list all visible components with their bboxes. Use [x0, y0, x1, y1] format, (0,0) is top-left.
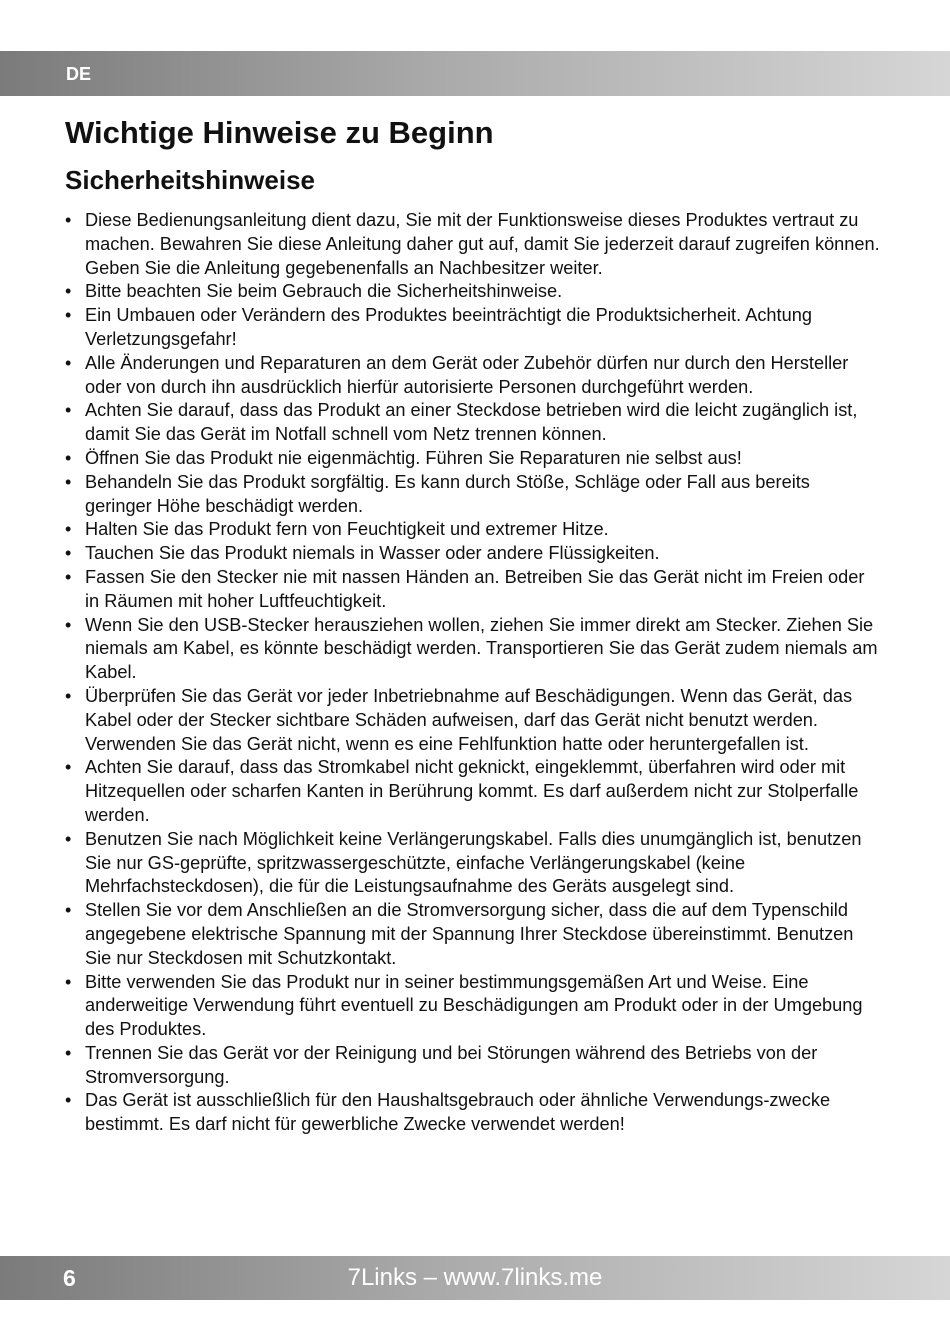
list-item-text: Öffnen Sie das Produkt nie eigenmächtig. Führen Sie Reparaturen nie selbst aus! — [85, 447, 742, 468]
list-item — [65, 209, 880, 280]
footer-website: 7Links – www.7links.me — [347, 1264, 603, 1291]
list-item — [65, 756, 880, 827]
list-item — [65, 304, 880, 352]
language-label: DE — [66, 64, 92, 84]
bullet-icon: • — [65, 400, 72, 421]
bullet-icon: • — [65, 757, 72, 778]
bullet-icon: • — [65, 447, 72, 468]
bullet-icon: • — [65, 543, 72, 564]
bullet-icon: • — [65, 971, 72, 992]
list-item — [65, 971, 880, 1042]
bullet-icon: • — [65, 281, 72, 302]
page-title: Wichtige Hinweise zu Beginn — [65, 115, 494, 150]
list-item — [65, 899, 880, 970]
list-item — [65, 1089, 880, 1137]
list-item — [65, 614, 880, 685]
list-item-text: Überprüfen Sie das Gerät vor jeder Inbetriebnahme auf Beschädigungen. Wenn das Gerät, das Kabel oder der Stecker sichtbare Schäden aufweisen, darf das Gerät nicht benutzt werden. Verwenden Sie das Gerät nicht, wenn es eine Fehlfunktion hatte oder heruntergefallen ist. — [85, 685, 853, 754]
bullet-icon: • — [65, 1042, 72, 1063]
list-item-text: Tauchen Sie das Produkt niemals in Wasser oder andere Flüssigkeiten. — [85, 543, 660, 564]
bullet-icon: • — [65, 566, 72, 587]
list-item — [65, 685, 880, 756]
list-item-text: Ein Umbauen oder Verändern des Produktes beeinträchtigt die Produktsicherheit. Achtung Verletzungsgefahr! — [85, 305, 812, 349]
list-item — [65, 1042, 880, 1090]
safety-notes-list — [65, 209, 880, 1137]
bullet-icon: • — [65, 1090, 72, 1111]
bullet-icon: • — [65, 210, 72, 230]
list-item — [65, 352, 880, 400]
list-item — [65, 280, 880, 304]
list-item-text: Benutzen Sie nach Möglichkeit keine Verlängerungskabel. Falls dies unumgänglich ist, benutzen Sie nur GS-geprüfte, spritzwassergeschützte, einfache Verlängerungskabel (keine Mehrfachsteckdosen), die für die Leistungsaufnahme des Geräts ausgelegt sind. — [85, 828, 862, 897]
list-item-text: Stellen Sie vor dem Anschließen an die Stromversorgung sicher, dass die auf dem Typenschild angegebene elektrische Spannung mit der Spannung Ihrer Steckdose übereinstimmt. Benutzen Sie nur Steckdosen mit Schutzkontakt. — [85, 900, 854, 968]
page-number: 6 — [63, 1265, 76, 1291]
list-item — [65, 542, 880, 566]
list-item-text: Trennen Sie das Gerät vor der Reinigung und bei Störungen während des Betriebs von der Stromversorgung. — [85, 1042, 818, 1087]
bullet-icon: • — [65, 352, 72, 373]
list-item — [65, 399, 880, 447]
bullet-icon: • — [65, 305, 72, 326]
list-item-text: Halten Sie das Produkt fern von Feuchtigkeit und extremer Hitze. — [85, 519, 609, 540]
list-item — [65, 828, 880, 899]
bullet-icon: • — [65, 471, 72, 492]
list-item-text: Diese Bedienungsanleitung dient dazu, Sie mit der Funktionsweise dieses Produktes vertraut zu machen. Bewahren Sie diese Anleitung daher gut auf, damit Sie jederzeit darauf zugreifen können. Geben Sie die Anleitung gegebenenfalls an Nachbesitzer weiter. — [85, 210, 880, 278]
list-item-text: Bitte verwenden Sie das Produkt nur in seiner bestimmungsgemäßen Art und Weise. Eine anderweitige Verwendung führt eventuell zu Beschädigungen am Produkt oder in der Umgebung des Produktes. — [85, 971, 863, 1040]
list-item-text: Alle Änderungen und Reparaturen an dem Gerät oder Zubehör dürfen nur durch den Hersteller oder von durch ihn ausdrücklich hierfür autorisierte Personen durchgeführt werden. — [85, 352, 849, 397]
bullet-icon: • — [65, 519, 72, 540]
list-item-text: Bitte beachten Sie beim Gebrauch die Sicherheitshinweise. — [85, 281, 563, 302]
section-title: Sicherheitshinweise — [65, 165, 315, 195]
list-item — [65, 447, 880, 471]
list-item-text: Behandeln Sie das Produkt sorgfältig. Es kann durch Stöße, Schläge oder Fall aus bereits geringer Höhe beschädigt werden. — [85, 471, 810, 516]
bullet-icon: • — [65, 828, 72, 849]
bullet-icon: • — [65, 614, 72, 635]
list-item-text: Wenn Sie den USB-Stecker herausziehen wollen, ziehen Sie immer direkt am Stecker. Ziehen Sie niemals am Kabel, es könnte beschädigt werden. Transportieren Sie das Gerät zudem niemals am Kabel. — [85, 614, 878, 683]
list-item — [65, 471, 880, 519]
header-band — [0, 51, 950, 96]
list-item — [65, 518, 880, 542]
list-item-text: Das Gerät ist ausschließlich für den Haushaltsgebrauch oder ähnliche Verwendungs-zwecke bestimmt. Es darf nicht für gewerbliche Zwecke verwendet werden! — [85, 1090, 831, 1135]
list-item — [65, 566, 880, 614]
bullet-icon: • — [65, 900, 72, 921]
list-item-text: Achten Sie darauf, dass das Produkt an einer Steckdose betrieben wird die leicht zugänglich ist, damit Sie das Gerät im Notfall schnell vom Netz trennen können. — [85, 400, 858, 445]
list-item-text: Achten Sie darauf, dass das Stromkabel nicht geknickt, eingeklemmt, überfahren wird oder mit Hitzequellen oder scharfen Kanten in Berührung kommt. Es darf außerdem nicht zur Stolperfalle werden. — [85, 757, 859, 825]
bullet-icon: • — [65, 685, 72, 706]
list-item-text: Fassen Sie den Stecker nie mit nassen Händen an. Betreiben Sie das Gerät nicht im Freien oder in Räumen mit hoher Luftfeuchtigkeit. — [85, 566, 865, 611]
